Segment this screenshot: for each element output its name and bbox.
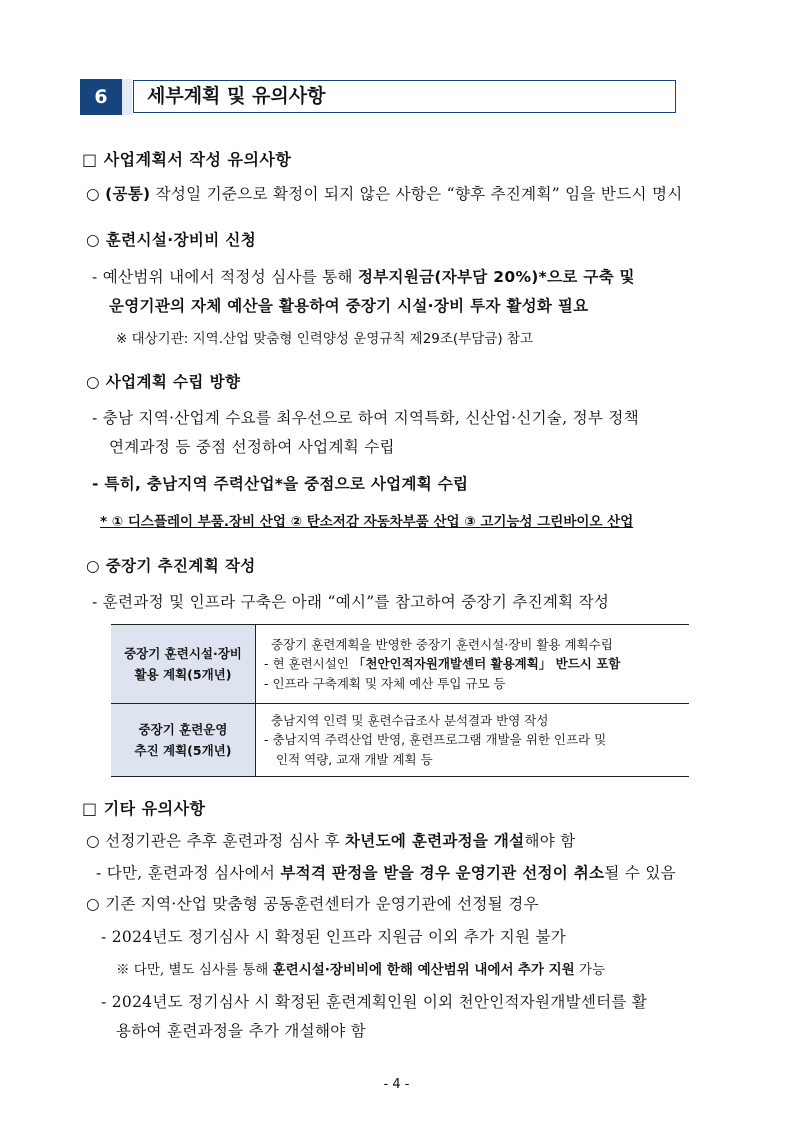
circle-bullet-icon: ○ (86, 185, 100, 203)
part1-item2-note: ※ 대상기관: 지역.산업 맞춤형 인력양성 운영규칙 제29조(부담금) 참고 (116, 331, 533, 347)
note-bold: 훈련시설·장비비에 한해 예산범위 내에서 (272, 962, 514, 978)
content-line: 인적 역량, 교재 개발 계획 등 (276, 751, 433, 767)
content-text: - 현 훈련시설인 (264, 656, 353, 672)
section-title: 세부계획 및 유의사항 (133, 80, 676, 113)
section-number: 6 (80, 79, 122, 115)
dash-marker: - (92, 593, 98, 611)
part1-item4-title (86, 554, 256, 576)
circle-bullet-icon: ○ (86, 832, 100, 850)
line-text: 해야 함 (524, 832, 576, 850)
part1-heading: □ 사업계획서 작성 유의사항 (82, 150, 292, 169)
footnote-text: * ① 디스플레이 부품.장비 산업 ② 탄소저감 자동차부품 산업 ③ 고기능성 그린바이오 산업 (100, 514, 634, 530)
part1-item2-title (86, 228, 256, 250)
part1-item3-line1 (92, 406, 639, 428)
item-title: 사업계획 수립 방향 (105, 373, 241, 391)
part1-item3-line2: 연계과정 등 중점 선정하여 사업계획 수립 (109, 438, 395, 456)
part2-item2-sub1: - 2024년도 정기심사 시 확정된 인프라 지원금 이외 추가 지원 불가 (101, 928, 567, 946)
line-bold: 운영기관 선정이 취소 (455, 864, 605, 882)
note-text: ※ 다만, 별도 심사를 통해 (116, 962, 273, 978)
circle-bullet-icon: ○ (86, 895, 100, 913)
part1-item3-title (86, 370, 240, 392)
line-bold: 부적격 판정을 받을 경우 (280, 864, 451, 882)
circle-bullet-icon: ○ (86, 231, 100, 249)
part1-item2-line1 (92, 265, 635, 287)
part1-item3-line3: - 특히, 충남지역 주력산업*을 중점으로 사업계획 수립 (92, 475, 469, 493)
circle-bullet-icon: ○ (86, 373, 100, 391)
part1-item2-line2: 운영기관의 자체 예산을 활용하여 중장기 시설·장비 투자 활성화 필요 (109, 297, 589, 315)
table-row-content (256, 625, 690, 704)
header-line: 중장기 훈련운영 (138, 722, 228, 737)
note-bold: 추가 지원 (517, 962, 575, 978)
dash-marker: - (92, 409, 98, 427)
table-row (111, 704, 689, 777)
dash-marker: - (92, 268, 98, 286)
line-text: 예산범위 내에서 적정성 심사를 통해 (102, 268, 359, 286)
line-text: 충남 지역·산업계 수요를 최우선으로 하여 지역특화, 신산업·신기술, 정부 정책 (102, 409, 639, 427)
line-text: 선정기관은 추후 훈련과정 심사 후 (105, 832, 346, 850)
content-bold: 「천안인적자원개발센터 활용계획」 반드시 포함 (352, 656, 621, 672)
circle-bullet-icon: ○ (86, 557, 100, 575)
line-bold: 정부지원금(자부담 20%)*으로 구축 및 (358, 268, 635, 286)
content-line: 중장기 훈련계획을 반영한 중장기 훈련시설·장비 활용 계획수립 (271, 636, 613, 652)
header-line: 중장기 훈련시설·장비 (124, 646, 242, 661)
content-line: - 인프라 구축계획 및 자체 예산 투입 규모 등 (264, 675, 506, 691)
part2-item2 (86, 892, 539, 914)
line-bold: 차년도에 훈련과정을 개설 (345, 832, 525, 850)
note-text: 가능 (574, 962, 606, 978)
content-line (264, 654, 689, 674)
line-text: 될 수 있음 (604, 864, 676, 882)
item-tag: (공통) (105, 185, 151, 203)
part1-item4-line1 (92, 590, 609, 612)
content-line: - 충남지역 주력산업 반영, 훈련프로그램 개발을 위한 인프라 및 (264, 732, 607, 748)
part2-item2-sub2-line2: 용하여 훈련과정을 추가 개설해야 함 (116, 1022, 367, 1040)
line-text: 기존 지역·산업 맞춤형 공동훈련센터가 운영기관에 선정될 경우 (105, 895, 539, 913)
part1-item1 (86, 182, 683, 204)
part2-item2-sub2-line1: - 2024년도 정기심사 시 확정된 훈련계획인원 이외 천안인적자원개발센터를 활 (101, 993, 648, 1011)
part2-item1 (86, 829, 575, 851)
item-title: 훈련시설·장비비 신청 (105, 231, 257, 249)
item-title: 중장기 추진계획 작성 (105, 557, 256, 575)
table-row-header (111, 704, 256, 777)
part2-item2-note (116, 958, 605, 978)
line-text: - 다만, 훈련과정 심사에서 (96, 864, 281, 882)
table-row-content (256, 704, 690, 777)
part1-item3-footnote (100, 510, 633, 530)
table-row-header (111, 625, 256, 704)
table-row (111, 625, 689, 704)
header-line: 추진 계획(5개년) (134, 743, 232, 758)
part2-heading: □ 기타 유의사항 (82, 799, 206, 818)
line-text: 훈련과정 및 인프라 구축은 아래 “예시”를 참고하여 중장기 추진계획 작성 (102, 593, 610, 611)
header-line: 활용 계획(5개년) (134, 667, 232, 682)
content-line: 충남지역 인력 및 훈련수급조사 분석결과 반영 작성 (271, 712, 549, 728)
plan-example-table (111, 624, 689, 777)
item-text: 작성일 기준으로 확정이 되지 않은 사항은 “향후 추진계획” 임을 반드시 명시 (150, 185, 683, 203)
page-number: - 4 - (383, 1077, 410, 1092)
part2-item1-sub (96, 861, 676, 883)
section-accent-bar (122, 79, 132, 115)
